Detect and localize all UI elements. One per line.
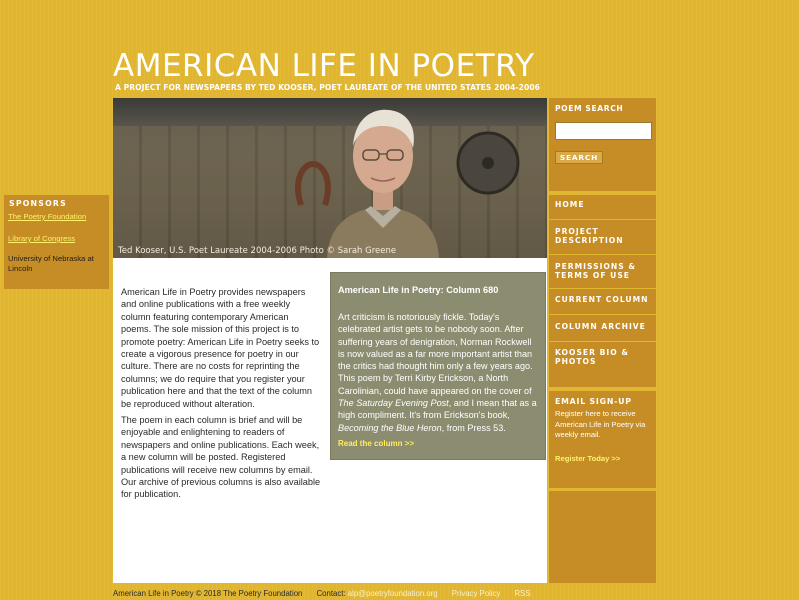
nav-home[interactable]: HOME <box>555 200 585 209</box>
photo-caption: Ted Kooser, U.S. Poet Laureate 2004-2006 Photo © Sarah Greene <box>118 246 397 256</box>
search-input[interactable] <box>555 122 652 140</box>
poet-portrait-image <box>325 98 441 258</box>
search-label: POEM SEARCH <box>555 104 624 113</box>
nav-kooser-bio[interactable]: KOOSER BIO & PHOTOS <box>555 348 629 366</box>
sponsor-university-of-nebraska: University of Nebraska at Lincoln <box>8 254 94 273</box>
footer-copyright: American Life in Poetry © 2018 The Poetry Foundation <box>113 589 303 598</box>
nav-divider <box>549 314 656 315</box>
signup-description: Register here to receive American Life in Poetry via weekly email. <box>555 409 646 439</box>
nav-divider <box>549 254 656 255</box>
intro-paragraph: American Life in Poetry provides newspapers and online publications with a free weekly column featuring contemporary American poems. The sole mission of this project is to promote poetry: American Life in Poetry seeks to create a vigorous presence for poetry in our culture. There are no costs for reprinting the columns; we do require that you register your publication here and that the text of the column be reproduced without alteration. <box>121 287 320 409</box>
sponsor-link-poetry-foundation[interactable]: The Poetry Foundation <box>8 212 87 221</box>
sponsors-heading: SPONSORS <box>9 199 67 208</box>
hero-photo <box>113 98 547 258</box>
horseshoe-icon <box>293 160 333 210</box>
nav-divider <box>549 341 656 342</box>
column-title: American Life in Poetry: Column 680 <box>338 285 499 295</box>
intro-paragraph: The poem in each column is brief and will be enjoyable and enlightening to readers of newspapers and online publications. Each week, a new column will be posted. Registered publications will receive new columns by email. Our archive of previous columns is also available for publication. <box>121 415 321 500</box>
nav-divider <box>549 219 656 220</box>
footer-rss-link[interactable]: RSS <box>514 589 531 598</box>
footer <box>113 589 531 598</box>
site-subtitle: A PROJECT FOR NEWSPAPERS BY TED KOOSER, POET LAUREATE OF THE UNITED STATES 2004-2006 <box>115 83 541 92</box>
footer-privacy-link[interactable]: Privacy Policy <box>451 589 501 598</box>
nav-divider <box>549 288 656 289</box>
nav-project-description[interactable]: PROJECT DESCRIPTION <box>555 227 624 245</box>
empty-sidebar-box <box>549 491 656 583</box>
search-button[interactable]: SEARCH <box>555 151 603 164</box>
site-title: AMERICAN LIFE IN POETRY <box>113 48 535 84</box>
nav-current-column[interactable]: CURRENT COLUMN <box>555 295 649 304</box>
read-column-link[interactable]: Read the column >> <box>338 439 415 448</box>
footer-contact-label: Contact: <box>316 589 346 598</box>
register-link[interactable]: Register Today >> <box>555 454 621 463</box>
sponsor-link-library-of-congress[interactable]: Library of Congress <box>8 234 76 243</box>
nav-column-archive[interactable]: COLUMN ARCHIVE <box>555 322 646 331</box>
saw-blade-icon <box>453 128 523 198</box>
nav-permissions[interactable]: PERMISSIONS & TERMS OF USE <box>555 262 636 280</box>
column-summary: Art criticism is notoriously fickle. Today's celebrated artist gets to be nobody soon. After suffering years of denigration, Norman Rockwell is now valued as a far more important artist than the critics had thought him only a few years ago. This poem by Terri Kirby Erickson, a North Carolinian, could have appeared on the cover of The Saturday Evening Post, and I mean that as a high compliment. It's from Erickson's book, Becoming the Blue Heron, from Press 53. <box>338 312 537 433</box>
footer-contact-email[interactable]: alp@poetryfoundation.org <box>347 589 438 598</box>
signup-heading: EMAIL SIGN-UP <box>555 397 632 406</box>
